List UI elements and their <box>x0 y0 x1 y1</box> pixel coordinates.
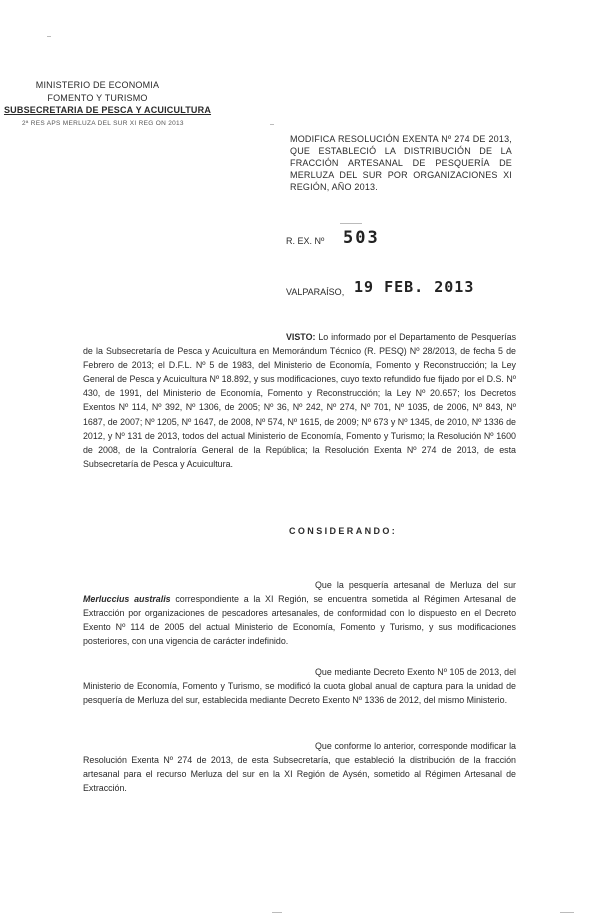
considerando-paragraph-3: Que conforme lo anterior, corresponde modificar la Resolución Exenta Nº 274 de 2013, de esta Subsecretaría, que estableció la distribución de la fracción artesanal para el recurso Merluza del sur en la XI Región de Aysén, sometido al Régimen Artesanal de Extracción. <box>83 741 516 794</box>
visto-text: Lo informado por el Departamento de Pesquerías de la Subsecretaría de Pesca y Acuicultura en Memorándum Técnico (R. PESQ) Nº 28/2013, de fecha 5 de Febrero de 2013; el D.F.L. Nº 5 de 1983, del Ministerio de Economía, Fomento y Reconstrucción; la Ley General de Pesca y Acuicultura Nº 18.892, y sus modificaciones, cuyo texto refundido fue fijado por el D.S. Nº 430, de 1991, del Ministerio de Economía, Fomento y Reconstrucción; la Ley Nº 20.657; los Decretos Exentos Nº 114, Nº 392, Nº 1306, de 2005; Nº 36, Nº 242, Nº 274, Nº 701, Nº 1035, de 2006, Nº 843, Nº 1687, de 2007; Nº 1205, Nº 1647, de 2008, Nº 574, Nº 1615, de 2009; Nº 673 y Nº 1345, de 2010, Nº 1336 de 2012, y Nº 131 de 2013, todos del actual Ministerio de Economía, Fomento y Turismo; la Resolución Nº 1600 de 2008, de la Contraloría General de la República; la Resolución Exenta Nº 274 de 2013, de esta Subsecretaría de Pesca y Acuicultura. <box>83 332 517 469</box>
species-name: Merluccius australis <box>83 594 171 605</box>
considerando-paragraph-1 <box>83 578 516 648</box>
resolution-number: 503 <box>343 228 380 248</box>
scan-mark <box>560 912 574 913</box>
resolution-subject: MODIFICA RESOLUCIÓN EXENTA Nº 274 DE 2013, QUE ESTABLECIÓ LA DISTRIBUCIÓN DE LA FRACCIÓN ARTESANAL DE PESQUERÍA DE MERLUZA DEL SUR POR ORGANIZACIONES XI REGIÓN, AÑO 2013. <box>290 134 512 192</box>
header-file-reference: 2ª RES APS MERLUZA DEL SUR XI REG ON 2013 <box>22 120 184 127</box>
considerando-paragraph-2: Que mediante Decreto Exento Nº 105 de 2013, del Ministerio de Economía, Fomento y Turismo, se modificó la cuota global anual de captura para la unidad de pesquería de Merluza del sur, establecida mediante Decreto Exento Nº 1336 de 2012, del mismo Ministerio. <box>83 667 516 706</box>
header-ministry-line2: FOMENTO Y TURISMO <box>47 93 148 103</box>
visto-paragraph <box>83 330 516 471</box>
date-stamp: 19 FEB. 2013 <box>354 278 475 296</box>
p1-rest: correspondiente a la XI Región, se encuentra sometida al Régimen Artesanal de Extracción por organizaciones de pescadores artesanales, de conformidad con lo dispuesto en el Decreto Exento Nº 114 de 2005 del actual Ministerio de Economía, Fomento y Turismo, y sus modificaciones posteriores, con una vigencia de carácter indefinido. <box>83 594 516 647</box>
visto-label: VISTO: <box>286 332 316 342</box>
p1-intro: Que la pesquería artesanal de Merluza del sur <box>315 580 516 590</box>
header-subsecretaria: SUBSECRETARIA DE PESCA Y ACUICULTURA <box>3 105 212 115</box>
header-ministry: MINISTERIO DE ECONOMIA <box>35 80 160 90</box>
considerando-heading: CONSIDERANDO: <box>289 526 398 536</box>
scan-mark <box>270 124 274 125</box>
scan-mark <box>272 912 282 913</box>
resolution-label: R. EX. Nº <box>286 236 325 246</box>
scan-mark <box>340 223 362 224</box>
place-label: VALPARAÍSO, <box>286 287 345 297</box>
scan-mark <box>47 36 51 37</box>
